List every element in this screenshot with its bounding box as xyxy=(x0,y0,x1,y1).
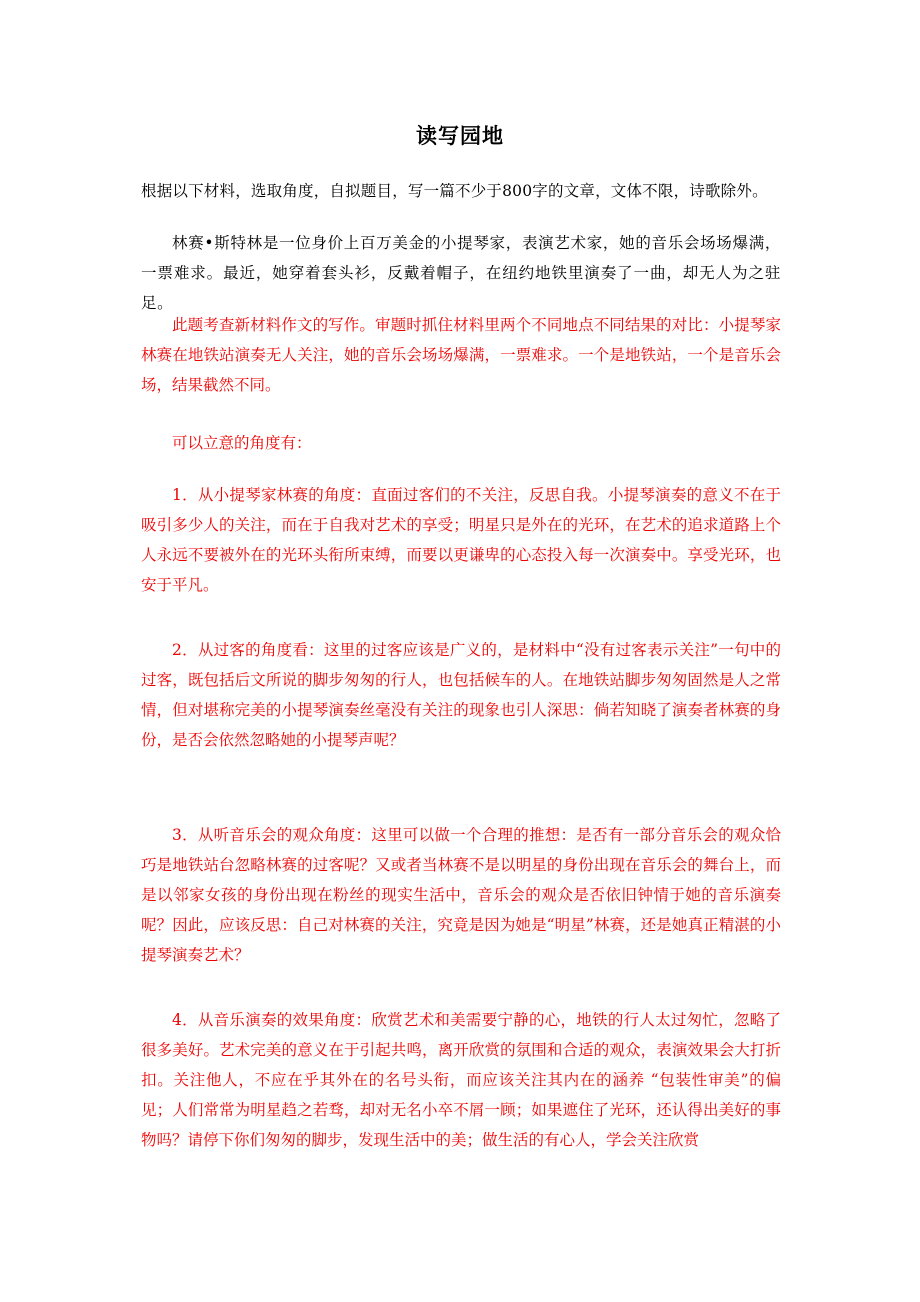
analysis-paragraph-point-1: 1．从小提琴家林赛的角度：直面过客们的不关注，反思自我。小提琴演奏的意义不在于吸引多少人的关注，而在于自我对艺术的享受；明星只是外在的光环，在艺术的追求道路上个人永远不要被外在的光环头衔所束缚，而要以更谦卑的心态投入每一次演奏中。享受光环，也安于平凡。 xyxy=(141,486,781,594)
analysis-paragraph-intro: 此题考查新材料作文的写作。审题时抓住材料里两个不同地点不同结果的对比：小提琴家林赛在地铁站演奏无人关注，她的音乐会场场爆满，一票难求。一个是地铁站，一个是音乐会场，结果截然不同。 xyxy=(141,316,781,394)
analysis-paragraph-point-3: 3．从听音乐会的观众角度：这里可以做一个合理的推想：是否有一部分音乐会的观众恰巧是地铁站台忽略林赛的过客呢？又或者当林赛不是以明星的身份出现在音乐会的舞台上，而是以邻家女孩的身份出现在粉丝的现实生活中，音乐会的观众是否依旧钟情于她的音乐演奏呢？因此，应该反思：自己对林赛的关注，究竟是因为她是“明星”林赛，还是她真正精湛的小提琴演奏艺术？ xyxy=(141,826,781,964)
analysis-paragraph-point-2: 2．从过客的角度看：这里的过客应该是广义的，是材料中“没有过客表示关注”一句中的过客，既包括后文所说的脚步匆匆的行人，也包括候车的人。在地铁站脚步匆匆固然是人之常情，但对堪称完美的小提琴演奏丝毫没有关注的现象也引人深思：倘若知晓了演奏者林赛的身份，是否会依然忽略她的小提琴声呢？ xyxy=(141,641,781,749)
page-title: 读写园地 xyxy=(416,124,504,148)
source-material: 林赛•斯特林是一位身价上百万美金的小提琴家，表演艺术家，她的音乐会场场爆满，一票难求。最近，她穿着套头衫，反戴着帽子，在纽约地铁里演奏了一曲，却无人为之驻足。 xyxy=(141,234,781,312)
writing-instruction: 根据以下材料，选取角度，自拟题目，写一篇不少于800字的文章，文体不限，诗歌除外。 xyxy=(141,182,768,200)
analysis-paragraph-point-4: 4．从音乐演奏的效果角度：欣赏艺术和美需要宁静的心，地铁的行人太过匆忙，忽略了很多美好。艺术完美的意义在于引起共鸣，离开欣赏的氛围和合适的观众，表演效果会大打折扣。关注他人，不应在乎其外在的名号头衔，而应该关注其内在的涵养 “包装性审美”的偏见；人们常常为明星趋之若骛，却对无名小卒不屑一顾；如果遮住了光环，还认得出美好的事物吗？请停下你们匆匆的脚步，发现生活中的美；做生活的有心人，学会关注欣赏 xyxy=(141,1011,781,1149)
analysis-paragraph-angles: 可以立意的角度有： xyxy=(172,434,312,452)
